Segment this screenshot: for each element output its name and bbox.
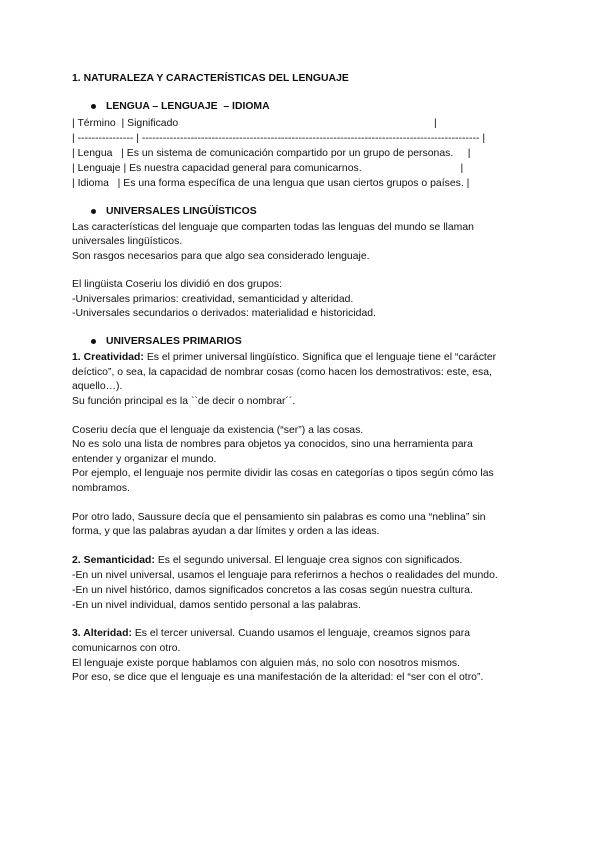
- bullet-icon: [91, 104, 96, 109]
- paragraph-line: universales lingüísticos.: [72, 236, 183, 247]
- section-heading-lengua: LENGUA – LENGUAJE – IDIOMA: [106, 101, 270, 112]
- section-heading-universales: UNIVERSALES LINGÜÍSTICOS: [106, 206, 257, 217]
- paragraph-line: -En un nivel histórico, damos significados concretos a las cosas según nuestra cultura.: [72, 585, 473, 596]
- bullet-icon: [91, 209, 96, 214]
- creatividad-text: Es el primer universal lingüístico. Significa que el lenguaje tiene el “carácter: [143, 352, 497, 363]
- paragraph-line: Su función principal es la ``de decir o nombrar´´.: [72, 396, 296, 407]
- paragraph-line: Coseriu decía que el lenguaje da existencia (“ser”) a las cosas.: [72, 425, 364, 436]
- creatividad-label: 1. Creatividad:: [72, 352, 144, 363]
- alteridad-text: Es el tercer universal. Cuando usamos el lenguaje, creamos signos para: [131, 628, 471, 639]
- paragraph-line: Por eso, se dice que el lenguaje es una manifestación de la alteridad: el “ser con el otro”.: [72, 672, 484, 683]
- paragraph-line: nombramos.: [72, 483, 130, 494]
- section-heading-primarios: UNIVERSALES PRIMARIOS: [106, 336, 242, 347]
- paragraph-line: No es solo una lista de nombres para objetos ya conocidos, sino una herramienta para: [72, 439, 473, 450]
- alteridad-label: 3. Alteridad:: [72, 628, 132, 639]
- paragraph-line: deíctico”, o sea, la capacidad de nombrar cosas (como hacen los demostrativos: este, esa,: [72, 367, 492, 378]
- creatividad-line: [72, 351, 496, 364]
- table-line: | Lengua | Es un sistema de comunicación compartido por un grupo de personas. |: [72, 148, 471, 159]
- table-line: | Idioma | Es una forma específica de una lengua que usan ciertos grupos o países. |: [72, 178, 470, 189]
- table-line: | ---------------- | ------------------------------------------------------------------------------------------------- |: [72, 133, 486, 144]
- paragraph-line: -Universales primarios: creatividad, semanticidad y alteridad.: [72, 294, 354, 305]
- paragraph-line: -Universales secundarios o derivados: materialidad e historicidad.: [72, 308, 376, 319]
- paragraph-line: -En un nivel universal, usamos el lenguaje para referirnos a hechos o realidades del mundo.: [72, 570, 498, 581]
- paragraph-line: Las características del lenguaje que comparten todas las lenguas del mundo se llaman: [72, 222, 474, 233]
- paragraph-line: Por otro lado, Saussure decía que el pensamiento sin palabras es como una “neblina” sin: [72, 512, 486, 523]
- paragraph-line: forma, y que las palabras ayudan a dar límites y orden a las ideas.: [72, 526, 380, 537]
- alteridad-line: [72, 627, 470, 640]
- semanticidad-line: [72, 554, 462, 567]
- bullet-icon: [91, 339, 96, 344]
- semanticidad-label: 2. Semanticidad:: [72, 555, 155, 566]
- paragraph-line: Por ejemplo, el lenguaje nos permite dividir las cosas en categorías o tipos según cómo las: [72, 468, 494, 479]
- table-line: | Término | Significado |: [72, 118, 437, 129]
- semanticidad-text: Es el segundo universal. El lenguaje crea signos con significados.: [154, 555, 463, 566]
- table-line: | Lenguaje | Es nuestra capacidad general para comunicarnos. |: [72, 163, 464, 174]
- paragraph-line: Son rasgos necesarios para que algo sea considerado lenguaje.: [72, 251, 370, 262]
- paragraph-line: entender y organizar el mundo.: [72, 454, 217, 465]
- paragraph-line: comunicarnos con otro.: [72, 643, 181, 654]
- paragraph-line: -En un nivel individual, damos sentido personal a las palabras.: [72, 600, 361, 611]
- page-title: 1. NATURALEZA Y CARACTERÍSTICAS DEL LENGUAJE: [72, 73, 349, 84]
- paragraph-line: El lingüista Coseriu los dividió en dos grupos:: [72, 279, 283, 290]
- paragraph-line: El lenguaje existe porque hablamos con alguien más, no solo con nosotros mismos.: [72, 658, 461, 669]
- paragraph-line: aquello…).: [72, 381, 123, 392]
